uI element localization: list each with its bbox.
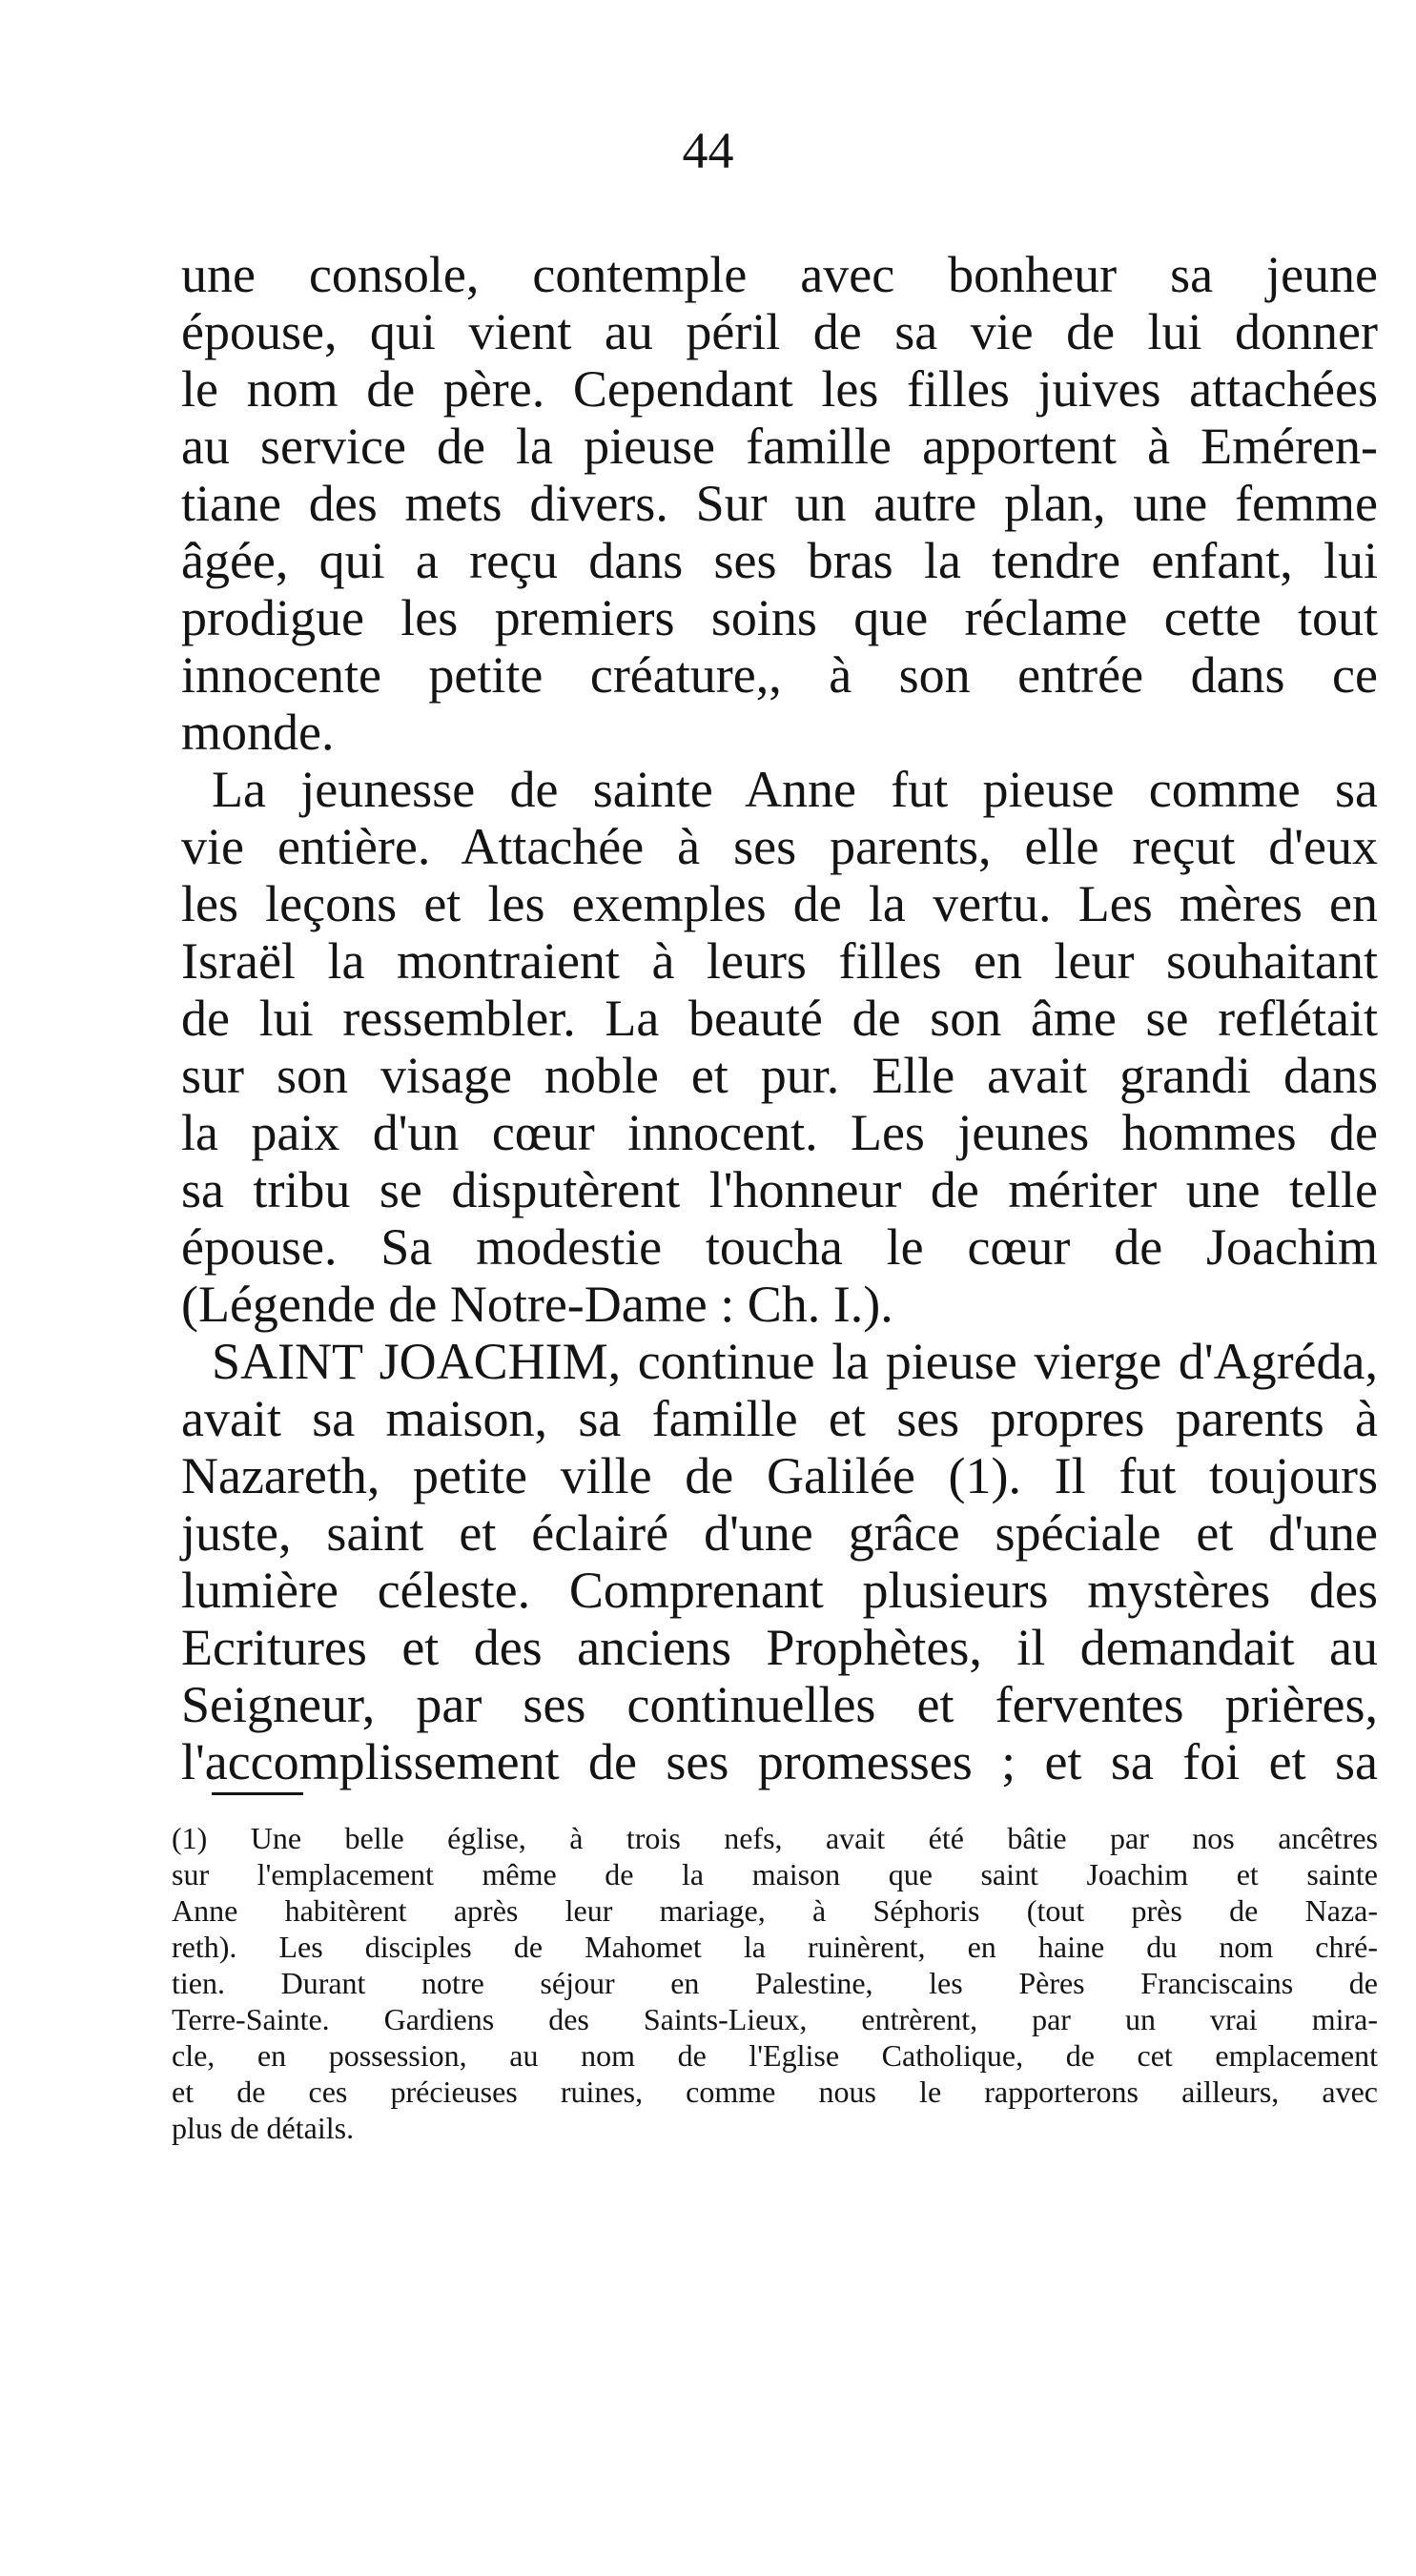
body-line-21: avait sa maison, sa famille et ses propres parents à bbox=[181, 1390, 1378, 1447]
body-line-12: les leçons et les exemples de la vertu. Les mères en bbox=[181, 875, 1378, 932]
footnote-separator bbox=[212, 1792, 303, 1795]
body-line-15: sur son visage noble et pur. Elle avait grandi dans bbox=[181, 1047, 1378, 1104]
body-line-8: innocente petite créature,, à son entrée dans ce bbox=[181, 646, 1378, 704]
body-line-5: tiane des mets divers. Sur un autre plan, une femme bbox=[181, 475, 1378, 532]
footnote-line-1: (1) Une belle église, à trois nefs, avait été bâtie par nos ancêtres bbox=[172, 1821, 1378, 1855]
body-line-4: au service de la pieuse famille apportent à Eméren- bbox=[181, 418, 1378, 475]
footnote-line-6: Terre-Sainte. Gardiens des Saints-Lieux, entrèrent, par un vrai mira- bbox=[172, 2002, 1378, 2036]
footnote-line-9: plus de détails. bbox=[172, 2111, 355, 2145]
body-line-23: juste, saint et éclairé d'une grâce spéciale et d'une bbox=[181, 1504, 1378, 1562]
footnote-line-4: reth). Les disciples de Mahomet la ruinèrent, en haine du nom chré- bbox=[172, 1930, 1378, 1964]
body-line-22: Nazareth, petite ville de Galilée (1). Il fut toujours bbox=[181, 1447, 1378, 1504]
body-line-25: Ecritures et des anciens Prophètes, il demandait au bbox=[181, 1619, 1378, 1676]
body-line-6: âgée, qui a reçu dans ses bras la tendre enfant, lui bbox=[181, 532, 1378, 589]
body-line-27: l'accomplissement de ses promesses ; et sa foi et sa bbox=[181, 1733, 1378, 1790]
footnote-line-2: sur l'emplacement même de la maison que saint Joachim et sainte bbox=[172, 1857, 1378, 1891]
footnote-line-5: tien. Durant notre séjour en Palestine, les Pères Franciscains de bbox=[172, 1966, 1378, 2000]
body-line-3: le nom de père. Cependant les filles juives attachées bbox=[181, 360, 1378, 418]
page-number: 44 bbox=[682, 122, 734, 179]
footnote-line-3: Anne habitèrent après leur mariage, à Séphoris (tout près de Naza- bbox=[172, 1893, 1378, 1928]
body-line-19: (Légende de Notre-Dame : Ch. I.). bbox=[181, 1276, 893, 1333]
body-line-9: monde. bbox=[181, 704, 335, 761]
body-line-7: prodigue les premiers soins que réclame cette tout bbox=[181, 589, 1378, 646]
footnote-line-8: et de ces précieuses ruines, comme nous le rapporterons ailleurs, avec bbox=[172, 2075, 1378, 2109]
body-line-2: épouse, qui vient au péril de sa vie de lui donner bbox=[181, 303, 1378, 360]
body-line-11: vie entière. Attachée à ses parents, elle reçut d'eux bbox=[181, 818, 1378, 875]
body-line-16: la paix d'un cœur innocent. Les jeunes hommes de bbox=[181, 1104, 1378, 1161]
body-line-24: lumière céleste. Comprenant plusieurs mystères des bbox=[181, 1562, 1378, 1619]
body-line-26: Seigneur, par ses continuelles et ferventes prières, bbox=[181, 1676, 1378, 1733]
body-line-13: Israël la montraient à leurs filles en leur souhaitant bbox=[181, 932, 1378, 990]
body-line-1: une console, contemple avec bonheur sa jeune bbox=[181, 246, 1378, 303]
body-line-20: SAINT JOACHIM, continue la pieuse vierge d'Agréda, bbox=[212, 1333, 1378, 1390]
footnote-line-7: cle, en possession, au nom de l'Eglise Catholique, de cet emplacement bbox=[172, 2038, 1378, 2073]
body-line-17: sa tribu se disputèrent l'honneur de mériter une telle bbox=[181, 1161, 1378, 1218]
body-line-10: La jeunesse de sainte Anne fut pieuse comme sa bbox=[212, 761, 1378, 818]
body-line-14: de lui ressembler. La beauté de son âme se reflétait bbox=[181, 990, 1378, 1047]
body-line-18: épouse. Sa modestie toucha le cœur de Joachim bbox=[181, 1218, 1378, 1276]
